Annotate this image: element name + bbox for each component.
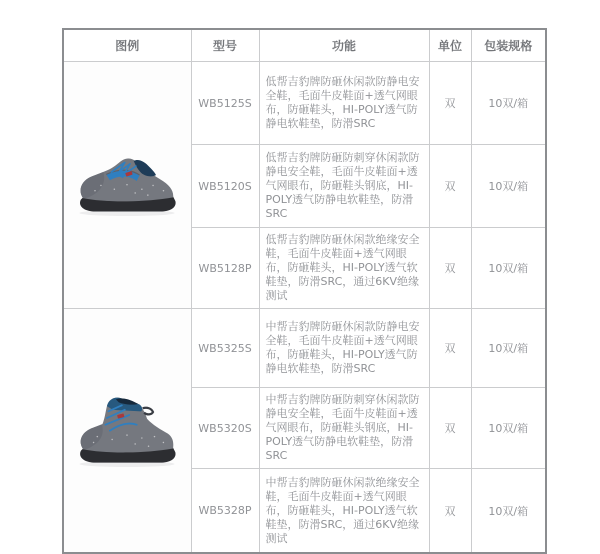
model-cell: WB5320S (191, 388, 259, 469)
header-legend: 图例 (63, 29, 191, 62)
packaging-cell: 10双/箱 (471, 145, 546, 228)
low-cut-shoe-image (64, 62, 191, 308)
header-row (63, 29, 546, 62)
mid-cut-boot-icon (71, 392, 183, 470)
product-spec-table (62, 28, 547, 554)
table-row (63, 62, 546, 145)
unit-cell: 双 (429, 388, 471, 469)
table-row (63, 309, 546, 388)
model-cell: WB5325S (191, 309, 259, 388)
mid-cut-boot-image-cell (63, 309, 191, 554)
unit-cell: 双 (429, 228, 471, 309)
table-header (63, 29, 546, 62)
model-cell: WB5128P (191, 228, 259, 309)
packaging-cell: 10双/箱 (471, 309, 546, 388)
function-cell: 中帮吉豹牌防砸休闲款防静电安全鞋，毛面牛皮鞋面+透气网眼布，防砸鞋头，HI-POLY透气防静电软鞋垫，防滑SRC (259, 309, 429, 388)
low-cut-shoe-image-cell (63, 62, 191, 309)
packaging-cell: 10双/箱 (471, 469, 546, 554)
low-cut-shoe-icon (71, 152, 183, 219)
function-cell: 低帮吉豹牌防砸防刺穿休闲款防静电安全鞋，毛面牛皮鞋面+透气网眼布，防砸鞋头钢底，HI-POLY透气防静电软鞋垫，防滑SRC (259, 145, 429, 228)
header-unit: 单位 (429, 29, 471, 62)
function-cell: 低帮吉豹牌防砸休闲款绝缘安全鞋，毛面牛皮鞋面+透气网眼布，防砸鞋头，HI-POLY透气软鞋垫，防滑SRC，通过6KV绝缘测试 (259, 228, 429, 309)
packaging-cell: 10双/箱 (471, 62, 546, 145)
unit-cell: 双 (429, 145, 471, 228)
header-model: 型号 (191, 29, 259, 62)
function-cell: 中帮吉豹牌防砸防刺穿休闲款防静电安全鞋，毛面牛皮鞋面+透气网眼布，防砸鞋头钢底，HI-POLY透气防静电软鞋垫，防滑SRC (259, 388, 429, 469)
unit-cell: 双 (429, 309, 471, 388)
function-cell: 中帮吉豹牌防砸休闲款绝缘安全鞋，毛面牛皮鞋面+透气网眼布，防砸鞋头，HI-POLY透气软鞋垫，防滑SRC，通过6KV绝缘测试 (259, 469, 429, 554)
packaging-cell: 10双/箱 (471, 388, 546, 469)
model-cell: WB5125S (191, 62, 259, 145)
packaging-cell: 10双/箱 (471, 228, 546, 309)
header-packaging: 包装规格 (471, 29, 546, 62)
unit-cell: 双 (429, 62, 471, 145)
product-spec-section (62, 28, 547, 554)
mid-cut-boot-image (64, 309, 191, 552)
function-cell: 低帮吉豹牌防砸休闲款防静电安全鞋，毛面牛皮鞋面+透气网眼布，防砸鞋头，HI-POLY透气防静电软鞋垫，防滑SRC (259, 62, 429, 145)
model-cell: WB5120S (191, 145, 259, 228)
header-function: 功能 (259, 29, 429, 62)
unit-cell: 双 (429, 469, 471, 554)
model-cell: WB5328P (191, 469, 259, 554)
